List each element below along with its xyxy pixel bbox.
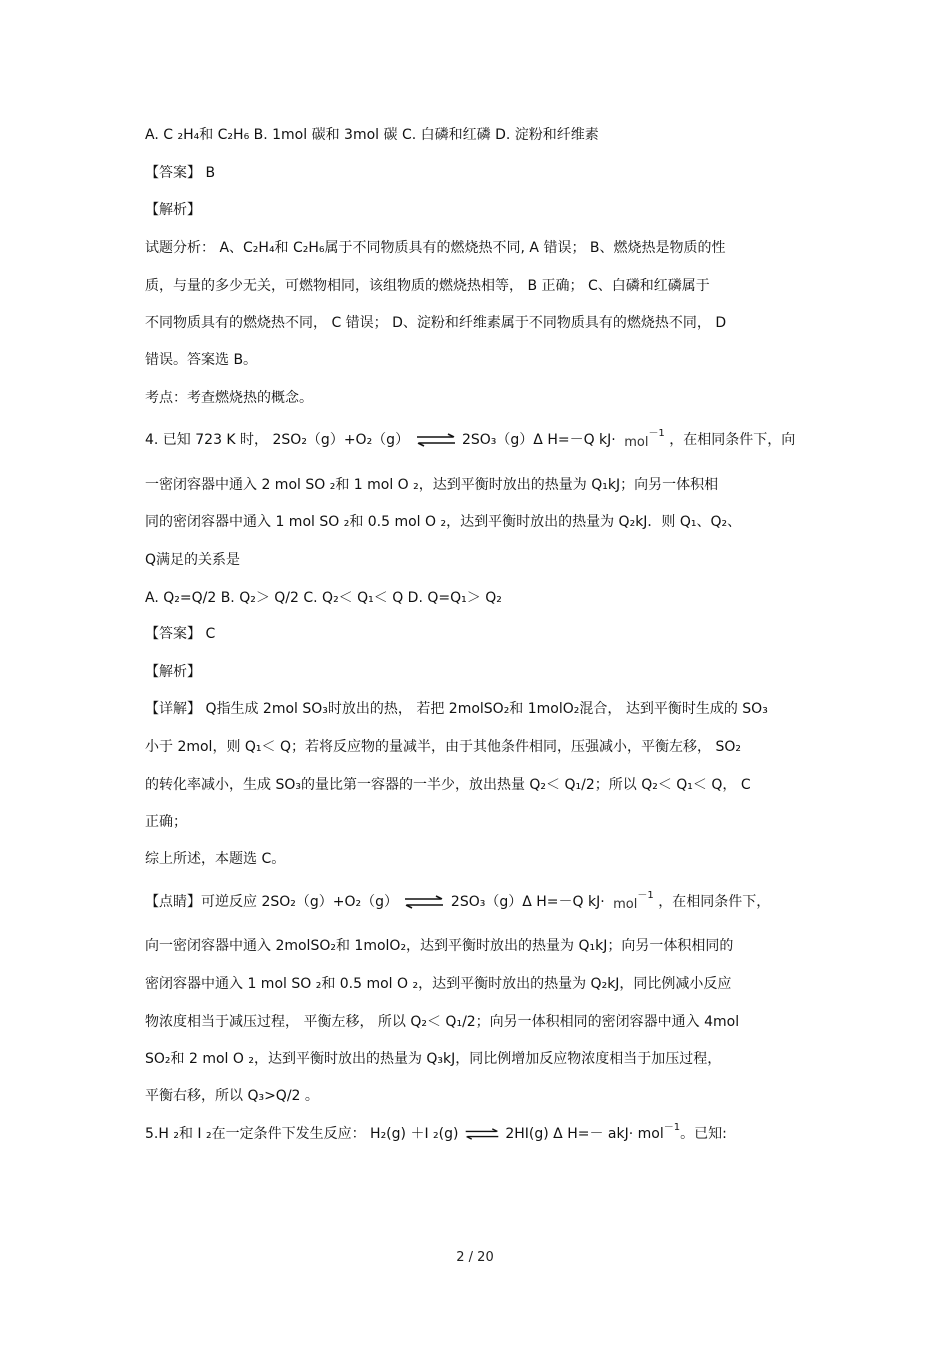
question-4-text-line: 一密闭容器中通入 2 mol SO ₂和 1 mol O ₂，达到平衡时放出的热量为 Q₁kJ；向另一体积相 <box>145 477 719 493</box>
question-4-text-line: Q满足的关系是 <box>145 552 241 568</box>
analysis-text-line: 不同物质具有的燃烧热不同， C 错误； D、淀粉和纤维素属于不同物质具有的燃烧热不同， D <box>145 315 727 331</box>
detail-text-line: 小于 2mol，则 Q₁＜ Q；若将反应物的量减半，由于其他条件相同，压强减小，平衡左移， SO₂ <box>145 739 741 755</box>
question-5-suffix: 。已知: <box>680 1126 727 1142</box>
highlight-text-line: 向一密闭容器中通入 2molSO₂和 1molO₂，达到平衡时放出的热量为 Q₁kJ；向另一体积相同的 <box>145 938 734 954</box>
analysis-text-line: 错误。答案选 B。 <box>145 352 258 368</box>
highlight-prefix: 【点睛】可逆反应 2SO₂（g）+O₂（g） <box>145 894 399 910</box>
analysis-label: 【解析】 <box>145 202 201 218</box>
question-5-prefix: 5.H ₂和 I ₂在一定条件下发生反应： H₂(g) ＋I ₂(g) <box>145 1126 459 1142</box>
highlight-stem <box>145 892 825 912</box>
equilibrium-arrow-icon <box>464 1127 500 1141</box>
question-3-options: A. C ₂H₄和 C₂H₆ B. 1mol 碳和 3mol 碳 C. 白磷和红磷 D. 淀粉和纤维素 <box>145 127 599 143</box>
question-5-stem <box>145 1124 825 1144</box>
detail-text-line: 的转化率减小，生成 SO₃的量比第一容器的一半少，放出热量 Q₂＜ Q₁/2；所以 Q₂＜ Q₁＜ Q， C <box>145 777 751 793</box>
highlight-product: 2SO₃（g）Δ H=－Q kJ· <box>450 894 605 910</box>
highlight-text-line: 平衡右移，所以 Q₃>Q/2 。 <box>145 1088 319 1104</box>
unit-mol: mol <box>613 897 638 912</box>
unit-exponent: －1 <box>663 1122 681 1133</box>
analysis-label: 【解析】 <box>145 664 201 680</box>
answer-label: 【答案】 C <box>145 626 216 642</box>
highlight-text-line: SO₂和 2 mol O ₂，达到平衡时放出的热量为 Q₃kJ，同比例增加反应物浓度相当于加压过程， <box>145 1051 722 1067</box>
analysis-text-line: 质，与量的多少无关，可燃物相同，该组物质的燃烧热相等， B 正确； C、白磷和红磷属于 <box>145 278 710 294</box>
analysis-text-line: 试题分析： A、C₂H₄和 C₂H₆属于不同物质具有的燃烧热不同, A 错误； B、燃烧热是物质的性 <box>145 240 726 256</box>
highlight-text-line: 密闭容器中通入 1 mol SO ₂和 0.5 mol O ₂，达到平衡时放出的热量为 Q₂kJ，同比例减小反应 <box>145 976 732 992</box>
detail-text-line: 正确； <box>145 814 187 830</box>
topic-note: 考点：考查燃烧热的概念。 <box>145 390 313 406</box>
unit-mol: mol <box>624 435 649 450</box>
question-4-prefix: 4. 已知 723 K 时， 2SO₂（g）+O₂（g） <box>145 432 410 448</box>
highlight-suffix: ，在相同条件下， <box>658 894 771 910</box>
highlight-text-line: 物浓度相当于减压过程， 平衡左移， 所以 Q₂＜ Q₁/2；向另一体积相同的密闭容器中通入 4mol <box>145 1014 740 1030</box>
question-4-options: A. Q₂=Q/2 B. Q₂＞ Q/2 C. Q₂＜ Q₁＜ Q D. Q=Q₁＞ Q₂ <box>145 590 502 606</box>
question-4-text-line: 同的密闭容器中通入 1 mol SO ₂和 0.5 mol O ₂，达到平衡时放出的热量为 Q₂kJ．则 Q₁、Q₂、 <box>145 514 742 530</box>
unit-exponent: －1 <box>637 890 654 901</box>
summary-line: 综上所述，本题选 C。 <box>145 851 286 867</box>
question-5-product: 2HI(g) Δ H=－ akJ· mol <box>505 1126 664 1142</box>
question-4-suffix: ，在相同条件下，向 <box>669 432 796 448</box>
page-number: 2 / 20 <box>456 1250 494 1265</box>
equilibrium-arrow-icon <box>403 895 445 909</box>
equilibrium-arrow-icon <box>415 433 457 447</box>
question-4-stem <box>145 430 825 450</box>
detail-text-line: 【详解】 Q指生成 2mol SO₃时放出的热， 若把 2molSO₂和 1molO₂混合， 达到平衡时生成的 SO₃ <box>145 701 768 717</box>
unit-exponent: －1 <box>648 428 665 439</box>
answer-label: 【答案】 B <box>145 165 216 181</box>
question-4-product: 2SO₃（g）Δ H=－Q kJ· <box>461 432 616 448</box>
